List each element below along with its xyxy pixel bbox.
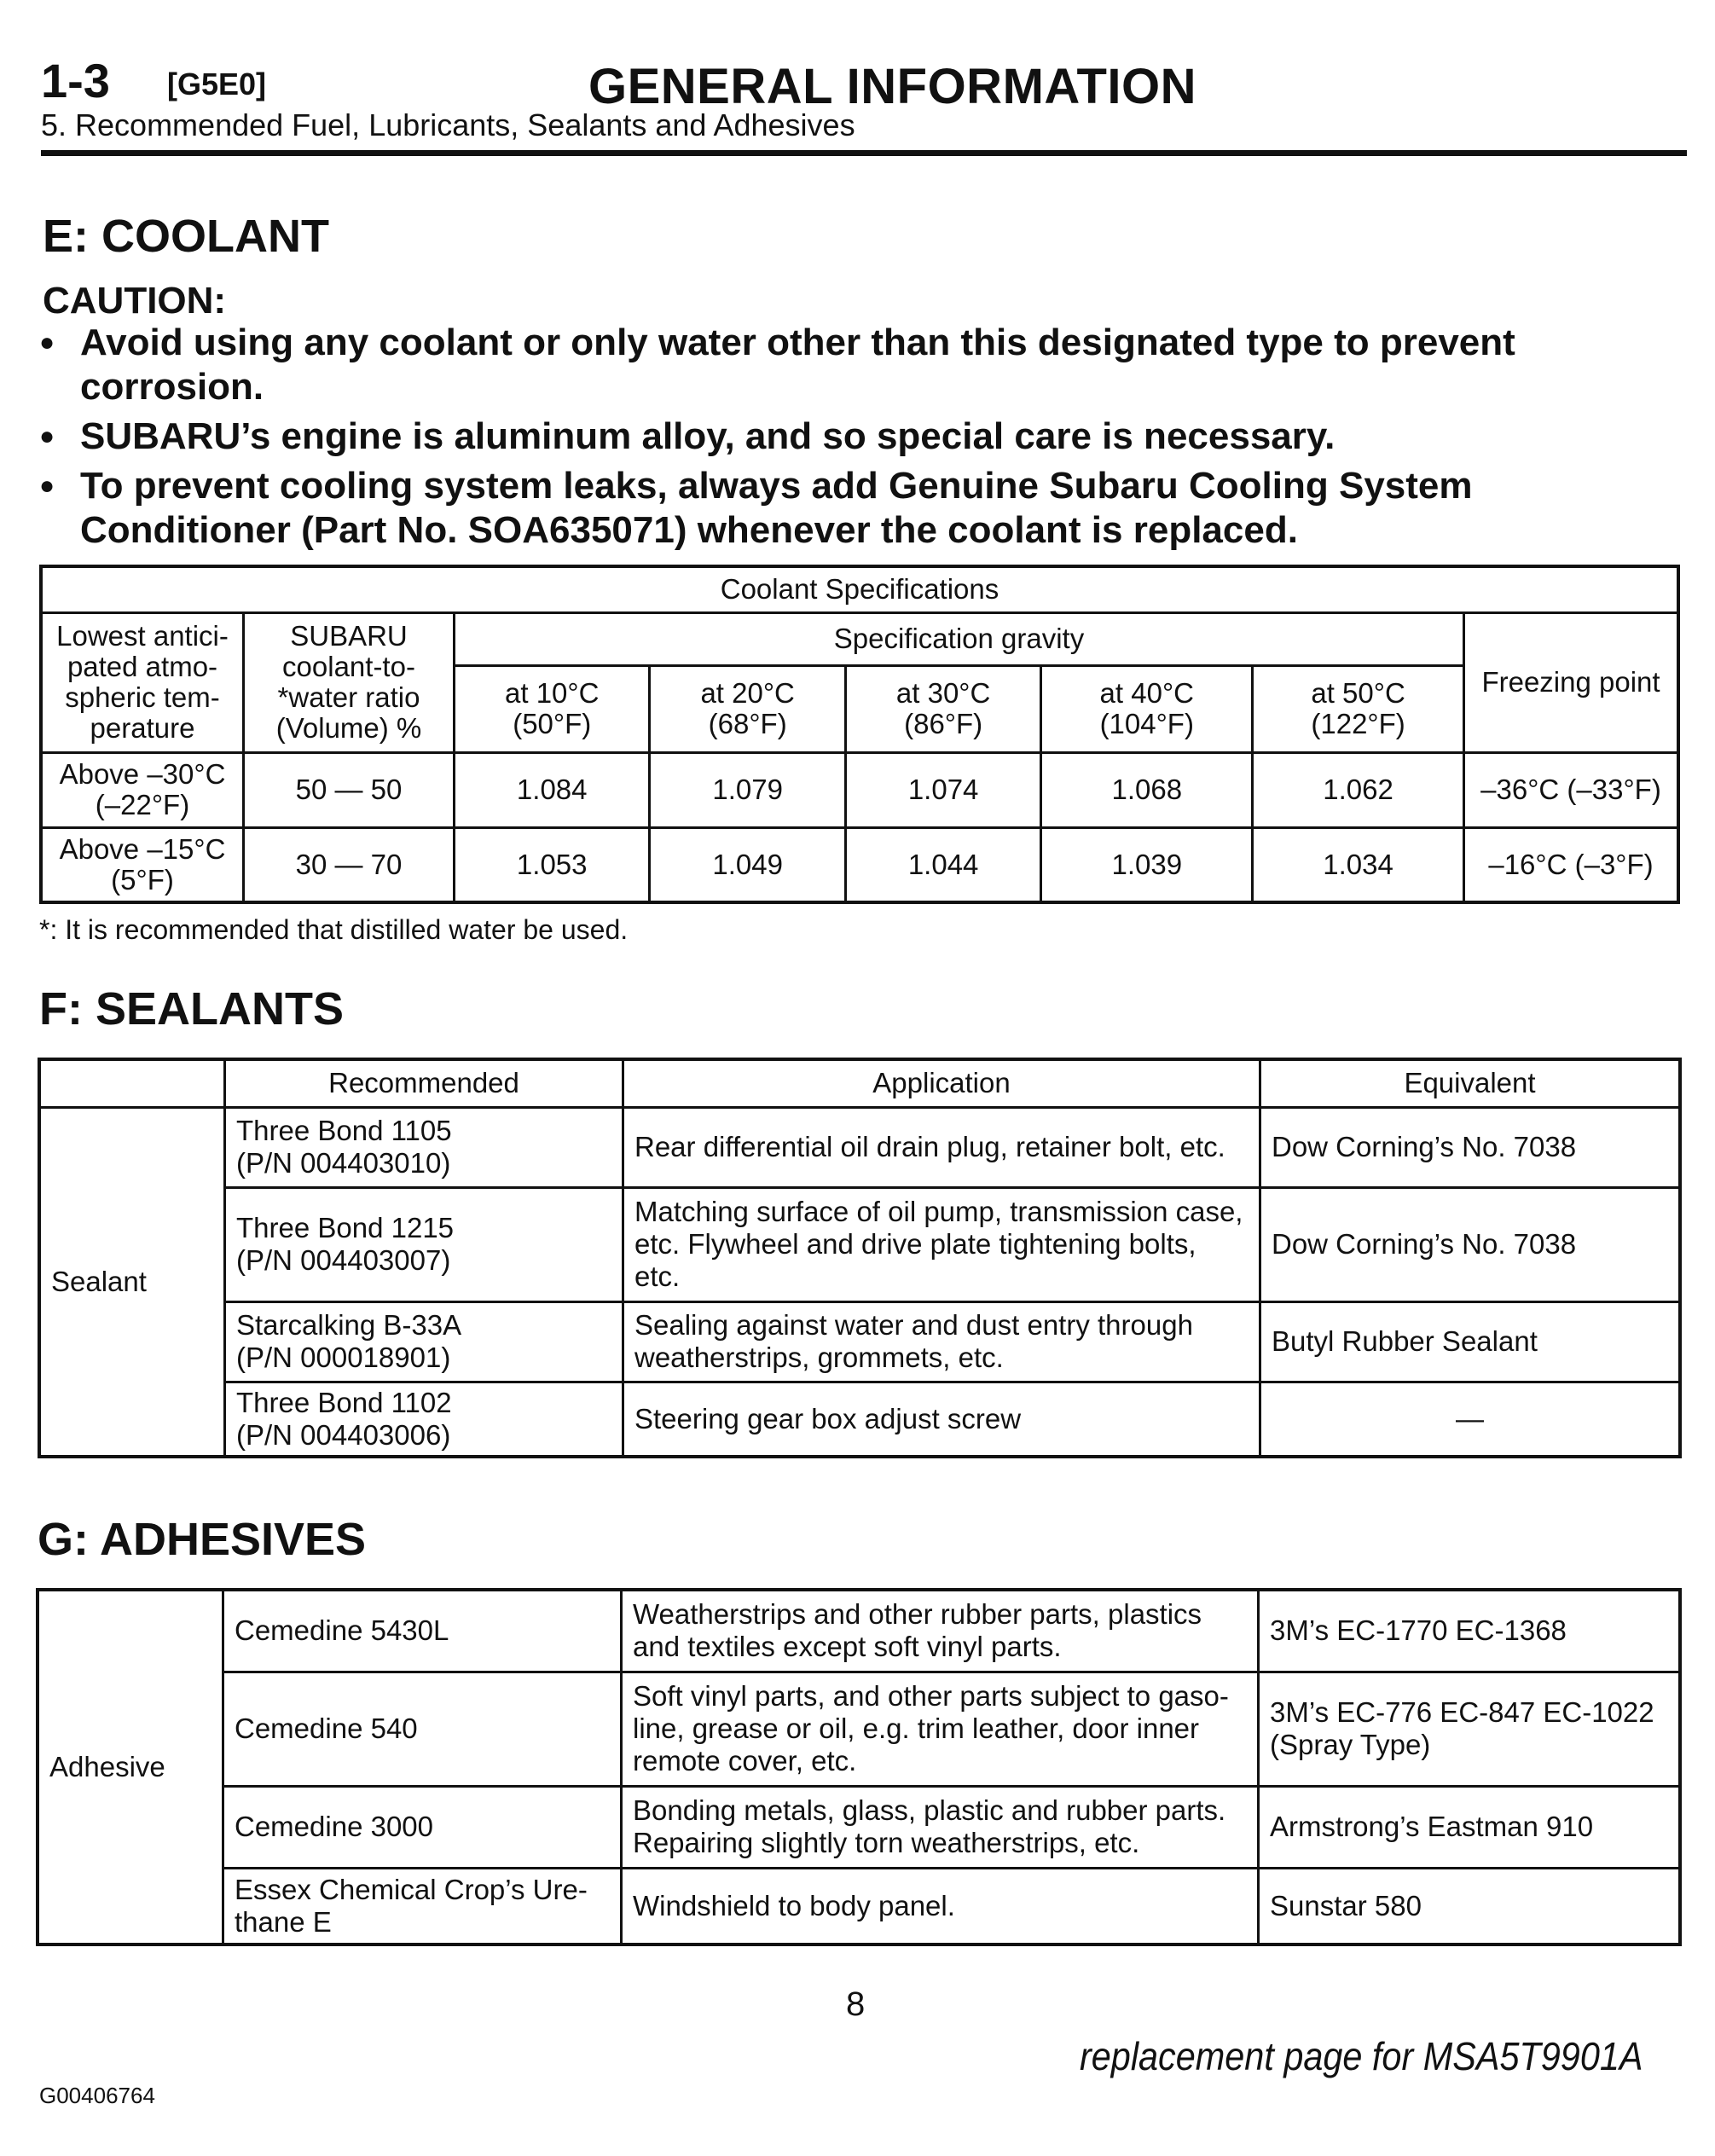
row-gravity: 1.079	[650, 752, 845, 827]
equivalent-cell: 3M’s EC-776 EC-847 EC-1022 (Spray Type)	[1259, 1672, 1681, 1786]
part-number: (P/N 004403006)	[236, 1418, 451, 1451]
row-gravity: 1.068	[1041, 752, 1253, 827]
gravity-temp-header: at 40°C (104°F)	[1041, 665, 1253, 752]
product-cell	[225, 1107, 623, 1187]
table-row	[38, 1868, 1680, 1944]
equivalent-cell: 3M’s EC-1770 EC-1368	[1259, 1590, 1681, 1672]
part-number: (P/N 000018901)	[236, 1342, 451, 1373]
product-name: Cemedine 5430L	[223, 1590, 622, 1672]
product-name: Cemedine 3000	[223, 1786, 622, 1868]
equivalent-cell: Armstrong’s Eastman 910	[1259, 1786, 1681, 1868]
table-row	[41, 827, 1678, 902]
product-name: Essex Chemical Crop’s Ure-thane E	[223, 1868, 622, 1944]
row-ratio: 50 — 50	[244, 752, 455, 827]
equivalent-cell: Dow Corning’s No. 7038	[1260, 1187, 1681, 1301]
part-number: (P/N 004403007)	[236, 1244, 451, 1276]
product-name: Three Bond 1102	[236, 1386, 452, 1418]
col-water-ratio: SUBARU coolant-to- *water ratio (Volume) %	[244, 612, 455, 752]
page-ref: 1-3	[41, 54, 110, 107]
table-row	[39, 1382, 1680, 1457]
row-freeze: –16°C (–3°F)	[1464, 827, 1679, 902]
product-name: Starcalking B-33A	[236, 1309, 462, 1341]
row-gravity: 1.049	[650, 827, 845, 902]
application-cell: Matching surface of oil pump, transmission case, etc. Flywheel and drive plate tightening bolts, etc.	[623, 1187, 1260, 1301]
table-row	[38, 1786, 1680, 1868]
coolant-footnote: *: It is recommended that distilled water be used.	[39, 914, 629, 945]
product-name: Three Bond 1215	[236, 1212, 455, 1243]
page-title: GENERAL INFORMATION	[588, 59, 1197, 114]
col-lowest-temp: Lowest antici-pated atmo-spheric tem-perature	[41, 612, 244, 752]
coolant-spec-table	[39, 565, 1680, 904]
gravity-temp-header: at 30°C (86°F)	[845, 665, 1040, 752]
row-gravity: 1.039	[1041, 827, 1253, 902]
gravity-temp-header: at 20°C (68°F)	[650, 665, 845, 752]
application-cell: Bonding metals, glass, plastic and rubber parts. Repairing slightly torn weatherstrips, etc.	[622, 1786, 1259, 1868]
category-header-blank	[39, 1059, 225, 1107]
row-temp: Above –15°C (5°F)	[41, 827, 244, 902]
row-gravity: 1.074	[845, 752, 1040, 827]
gravity-temp-header: at 10°C (50°F)	[455, 665, 650, 752]
sealants-table	[38, 1058, 1682, 1458]
gravity-temp-header: at 50°C (122°F)	[1253, 665, 1464, 752]
caution-list	[39, 321, 1677, 558]
adhesives-heading: G: ADHESIVES	[38, 1514, 367, 1565]
product-name: Three Bond 1105	[236, 1115, 452, 1146]
caution-label: CAUTION:	[43, 280, 227, 322]
table-row	[39, 1187, 1680, 1301]
product-cell	[225, 1382, 623, 1457]
application-cell: Windshield to body panel.	[622, 1868, 1259, 1944]
equivalent-cell: Dow Corning’s No. 7038	[1260, 1107, 1681, 1187]
row-gravity: 1.053	[455, 827, 650, 902]
row-gravity: 1.034	[1253, 827, 1464, 902]
coolant-table-caption: Coolant Specifications	[41, 566, 1678, 612]
table-row	[38, 1590, 1680, 1672]
product-cell	[225, 1187, 623, 1301]
sealant-category: Sealant	[39, 1107, 225, 1457]
page-number: 8	[846, 1985, 866, 2023]
page-subtitle: 5. Recommended Fuel, Lubricants, Sealants and Adhesives	[41, 107, 855, 142]
application-cell: Soft vinyl parts, and other parts subject to gaso-line, grease or oil, e.g. trim leather, door inner remote cover, etc.	[622, 1672, 1259, 1786]
product-cell	[225, 1301, 623, 1382]
application-cell: Steering gear box adjust screw	[623, 1382, 1260, 1457]
sealants-heading: F: SEALANTS	[39, 983, 344, 1035]
col-spec-gravity: Specification gravity	[455, 612, 1464, 665]
application-cell: Sealing against water and dust entry through weatherstrips, grommets, etc.	[623, 1301, 1260, 1382]
table-row	[39, 1301, 1680, 1382]
caution-item: ● Avoid using any coolant or only water other than this designated type to prevent corrosion.	[39, 321, 1677, 409]
product-name: Cemedine 540	[223, 1672, 622, 1786]
row-ratio: 30 — 70	[244, 827, 455, 902]
adhesive-category: Adhesive	[38, 1590, 223, 1944]
table-row	[41, 752, 1678, 827]
application-cell: Weatherstrips and other rubber parts, plastics and textiles except soft vinyl parts.	[622, 1590, 1259, 1672]
table-row	[38, 1672, 1680, 1786]
col-freezing-point: Freezing point	[1464, 612, 1679, 752]
caution-item: ● To prevent cooling system leaks, always add Genuine Subaru Cooling System Conditioner (Part No. SOA635071) whenever the coolant is replaced.	[39, 464, 1677, 553]
row-gravity: 1.062	[1253, 752, 1464, 827]
col-application: Application	[623, 1059, 1260, 1107]
table-row	[39, 1107, 1680, 1187]
coolant-heading: E: COOLANT	[43, 211, 329, 262]
equivalent-cell: Butyl Rubber Sealant	[1260, 1301, 1681, 1382]
equivalent-cell: —	[1260, 1382, 1681, 1457]
replacement-note: replacement page for MSA5T9901A	[1080, 2034, 1643, 2078]
section-code: [G5E0]	[167, 67, 267, 101]
application-cell: Rear differential oil drain plug, retainer bolt, etc.	[623, 1107, 1260, 1187]
document-id: G00406764	[39, 2083, 155, 2108]
row-gravity: 1.084	[455, 752, 650, 827]
row-temp: Above –30°C (–22°F)	[41, 752, 244, 827]
row-gravity: 1.044	[845, 827, 1040, 902]
adhesives-table	[36, 1588, 1682, 1946]
col-recommended: Recommended	[225, 1059, 623, 1107]
equivalent-cell: Sunstar 580	[1259, 1868, 1681, 1944]
row-freeze: –36°C (–33°F)	[1464, 752, 1679, 827]
header-divider	[41, 150, 1687, 156]
part-number: (P/N 004403010)	[236, 1147, 451, 1179]
caution-item: ● SUBARU’s engine is aluminum alloy, and so special care is necessary.	[39, 414, 1677, 459]
col-equivalent: Equivalent	[1260, 1059, 1681, 1107]
